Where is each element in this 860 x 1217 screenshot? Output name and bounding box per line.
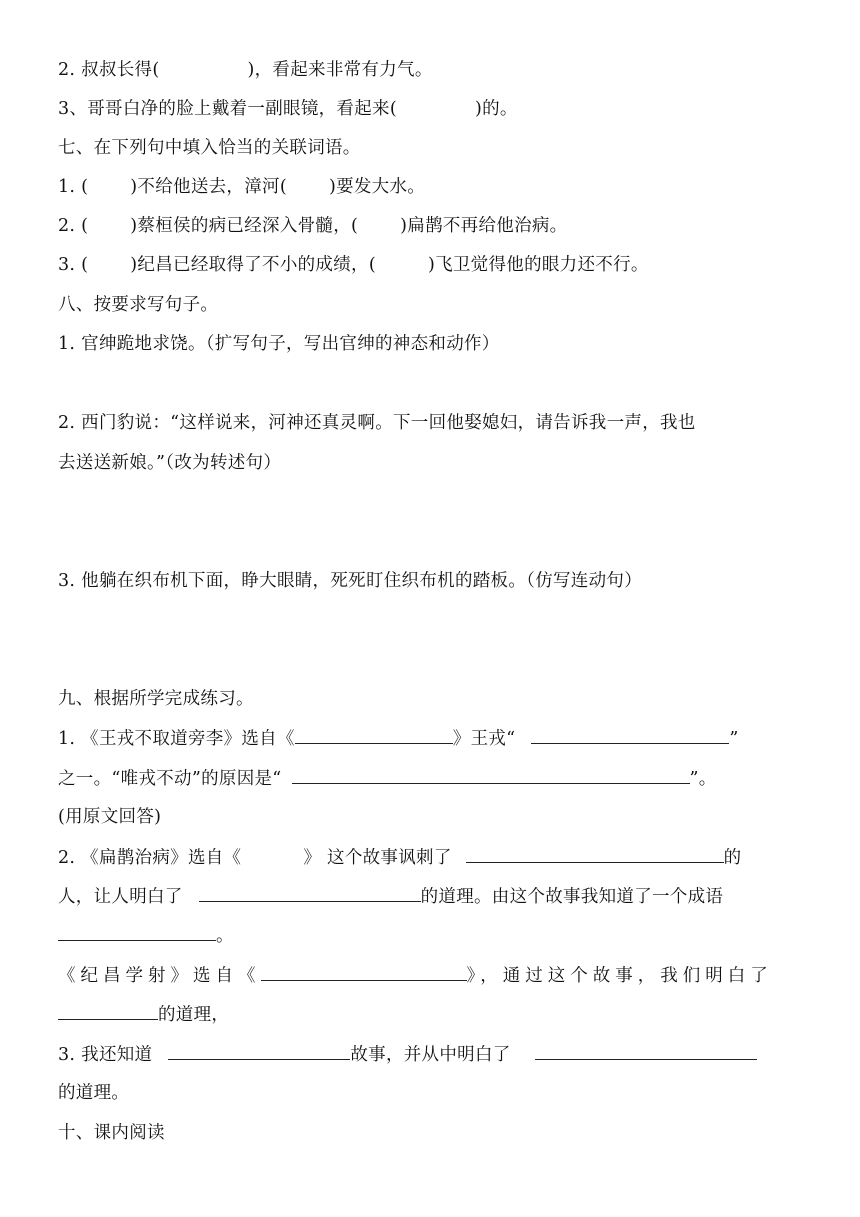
line-q9-3-cont: 的道理。 [58, 1083, 130, 1103]
line-q9-2-idiom: 。 [58, 923, 803, 948]
blank-source[interactable] [295, 726, 453, 744]
line-q7-1: 1. ( )不给他送去，漳河( )要发大水。 [58, 177, 426, 197]
line-q8-2: 2. 西门豹说：“这样说来，河神还真灵啊。下一回他娶媳妇，请告诉我一声，我也 [58, 413, 696, 433]
line-q9-2: 2. 《扁鹊治病》选自《 》 这个故事讽刺了 的 [58, 845, 803, 870]
blank-satire[interactable] [466, 845, 724, 863]
blank-idiom[interactable] [58, 923, 216, 941]
line-q8-2-cont: 去送送新娘。”（改为转述句） [58, 453, 282, 473]
section-10-heading: 十、课内阅读 [58, 1123, 165, 1143]
line-q9-3: 3. 我还知道 故事，并从中明白了 [58, 1042, 803, 1067]
line-q9-2-cont: 人，让人明白了 的道理。由这个故事我知道了一个成语 [58, 884, 803, 909]
line-q9-1-cont: 之一。“唯戎不动”的原因是“ ”。 [58, 766, 803, 791]
line-q6-3: 3、哥哥白净的脸上戴着一副眼镜，看起来( )的。 [58, 99, 518, 119]
blank-story-lesson[interactable] [535, 1042, 757, 1060]
blank-jichang-source[interactable] [261, 963, 467, 981]
line-q9-jichang: 《纪昌学射》选自《 》，通过这个故事，我们明白了 [58, 963, 803, 988]
blank-story[interactable] [168, 1042, 350, 1060]
line-q7-3: 3. ( )纪昌已经取得了不小的成绩，( )飞卫觉得他的眼力还不行。 [58, 255, 649, 275]
blank-reason[interactable] [292, 766, 690, 784]
blank-lesson[interactable] [199, 884, 421, 902]
line-q8-1: 1. 官绅跪地求饶。（扩写句子，写出官绅的神态和动作） [58, 334, 500, 354]
line-q9-1: 1. 《王戎不取道旁李》选自《 》王戎“ ” [58, 726, 803, 751]
line-q7-2: 2. ( )蔡桓侯的病已经深入骨髓，( )扁鹊不再给他治病。 [58, 216, 568, 236]
line-q9-jichang-cont: 的道理， [58, 1002, 803, 1027]
line-q8-3: 3. 他躺在织布机下面，睁大眼睛，死死盯住织布机的踏板。（仿写连动句） [58, 571, 643, 591]
line-q9-1-note: (用原文回答) [58, 807, 162, 827]
blank-jichang-lesson[interactable] [58, 1002, 158, 1020]
section-9-heading: 九、根据所学完成练习。 [58, 689, 254, 709]
section-8-heading: 八、按要求写句子。 [58, 295, 219, 315]
section-7-heading: 七、在下列句中填入恰当的关联词语。 [58, 138, 361, 158]
blank-wangrong[interactable] [531, 726, 729, 744]
line-q6-2: 2. 叔叔长得( )，看起来非常有力气。 [58, 60, 433, 80]
